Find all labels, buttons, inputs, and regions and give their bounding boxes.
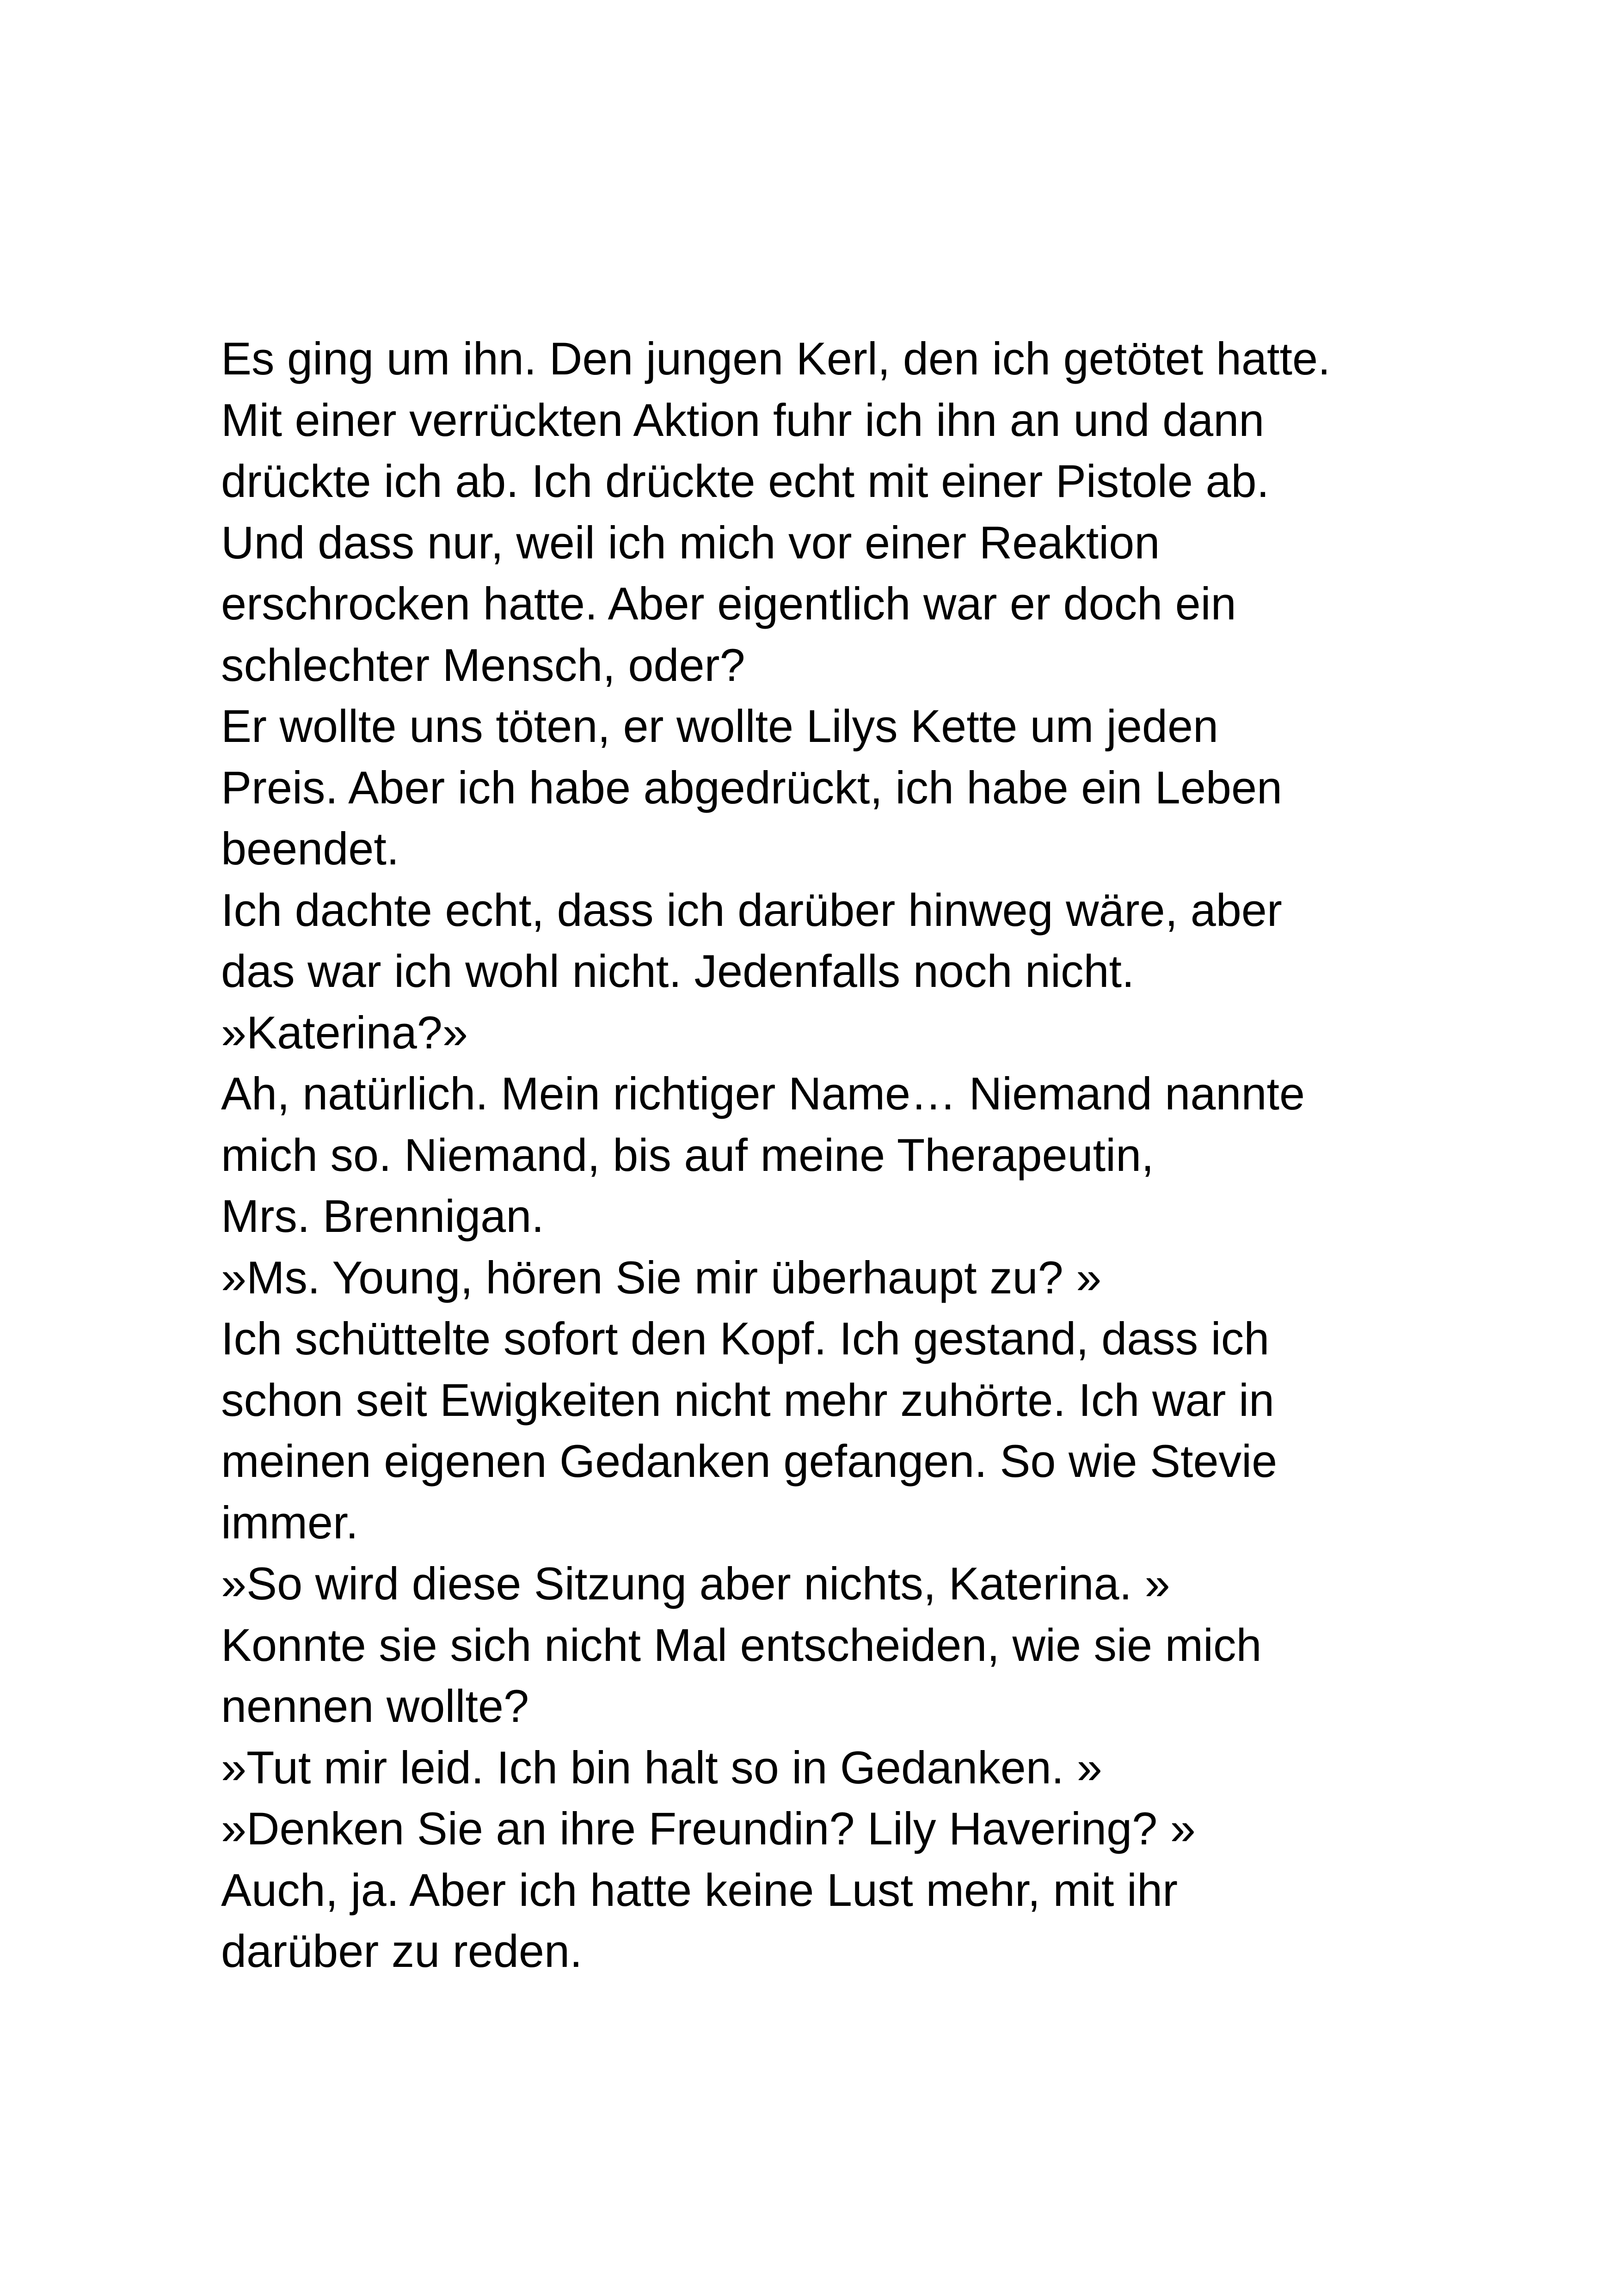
text-line: nennen wollte? xyxy=(221,1680,529,1732)
body-text xyxy=(221,328,1469,1982)
text-line: Mrs. Brennigan. xyxy=(221,1190,544,1242)
text-line: Es ging um ihn. Den jungen Kerl, den ich getötet hatte. xyxy=(221,333,1331,384)
text-line: »Tut mir leid. Ich bin halt so in Gedanken. » xyxy=(221,1741,1102,1793)
text-line: »Denken Sie an ihre Freundin? Lily Havering? » xyxy=(221,1803,1196,1854)
text-line: Ich schüttelte sofort den Kopf. Ich gestand, dass ich xyxy=(221,1313,1270,1364)
text-line: das war ich wohl nicht. Jedenfalls noch nicht. xyxy=(221,945,1135,997)
text-line: erschrocken hatte. Aber eigentlich war er doch ein xyxy=(221,578,1236,629)
text-line: drückte ich ab. Ich drückte echt mit einer Pistole ab. xyxy=(221,455,1270,507)
text-line: Und dass nur, weil ich mich vor einer Reaktion xyxy=(221,516,1160,568)
text-line: schlechter Mensch, oder? xyxy=(221,639,745,691)
text-line: Ah, natürlich. Mein richtiger Name… Niemand nannte xyxy=(221,1068,1305,1119)
text-line: Preis. Aber ich habe abgedrückt, ich habe ein Leben xyxy=(221,761,1283,813)
text-line: beendet. xyxy=(221,823,399,874)
text-line: immer. xyxy=(221,1496,358,1548)
text-line: »So wird diese Sitzung aber nichts, Katerina. » xyxy=(221,1558,1170,1609)
text-line: Er wollte uns töten, er wollte Lilys Kette um jeden xyxy=(221,700,1219,752)
text-line: meinen eigenen Gedanken gefangen. So wie Stevie xyxy=(221,1435,1278,1487)
text-line: »Ms. Young, hören Sie mir überhaupt zu? » xyxy=(221,1251,1102,1303)
text-line: darüber zu reden. xyxy=(221,1925,583,1977)
text-line: Auch, ja. Aber ich hatte keine Lust mehr, mit ihr xyxy=(221,1864,1178,1916)
text-line: schon seit Ewigkeiten nicht mehr zuhörte. Ich war in xyxy=(221,1374,1275,1426)
text-line: »Katerina?» xyxy=(221,1006,468,1058)
text-line: Konnte sie sich nicht Mal entscheiden, wie sie mich xyxy=(221,1619,1262,1671)
text-line: Ich dachte echt, dass ich darüber hinweg wäre, aber xyxy=(221,884,1282,936)
text-line: mich so. Niemand, bis auf meine Therapeutin, xyxy=(221,1129,1154,1181)
text-line: Mit einer verrückten Aktion fuhr ich ihn an und dann xyxy=(221,394,1265,446)
